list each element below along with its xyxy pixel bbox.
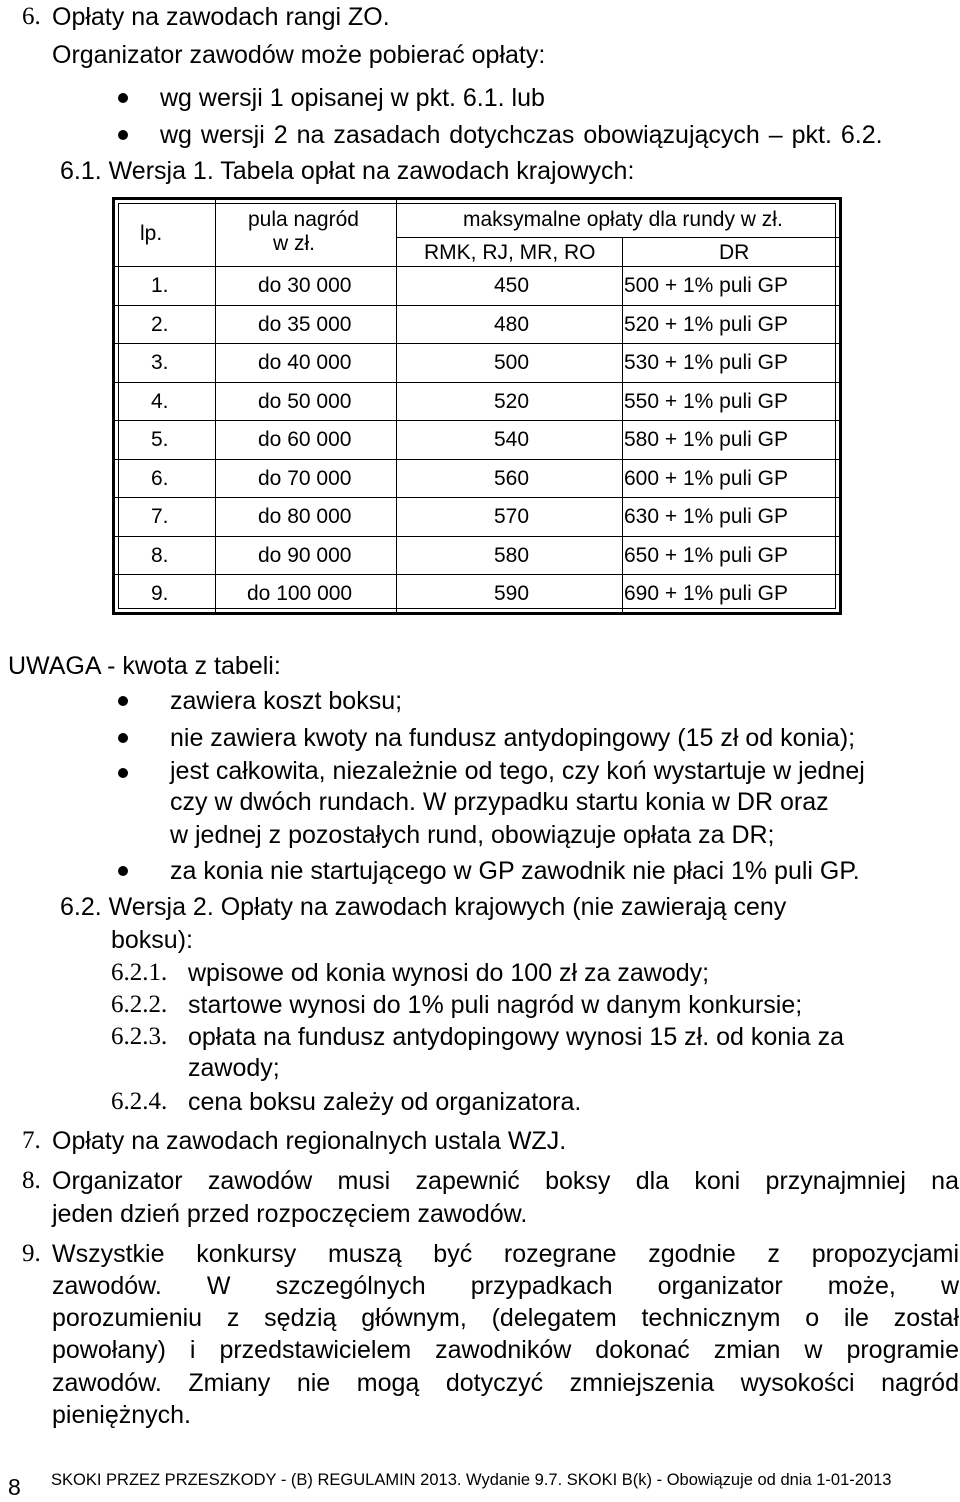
item-text: cena boksu zależy od organizatora.: [188, 1088, 582, 1116]
row-dr: 530 + 1% puli GP: [624, 351, 789, 374]
table-header-pula-line2: w zł.: [273, 232, 315, 255]
item-text-cont: zawody;: [188, 1054, 280, 1082]
bullet-icon: [118, 733, 128, 743]
row-pula: do 100 000: [247, 582, 353, 605]
bullet-icon: [118, 768, 128, 778]
item-number: 6.2.3.: [111, 1023, 168, 1050]
row-rmk: 560: [494, 467, 530, 490]
note-bullet-3: jest całkowita, niezależnie od tego, czy koń wystartuje w jednej: [170, 757, 865, 785]
row-lp: 6.: [151, 467, 169, 490]
row-pula: do 90 000: [258, 544, 352, 567]
table-header-rmk: RMK, RJ, MR, RO: [424, 241, 596, 264]
table-divider: [115, 536, 839, 537]
note-bullet-3-cont-2: w jednej z pozostałych rund, obowiązuje opłata za DR;: [170, 821, 775, 849]
row-pula: do 80 000: [258, 505, 352, 528]
row-dr: 630 + 1% puli GP: [624, 505, 789, 528]
row-lp: 4.: [151, 390, 169, 413]
version-2-heading-line-2: boksu):: [111, 926, 193, 954]
table-divider: [622, 238, 623, 612]
row-dr: 690 + 1% puli GP: [624, 582, 789, 605]
row-lp: 7.: [151, 505, 169, 528]
table-divider: [115, 420, 839, 421]
item-number: 6.2.1.: [111, 959, 168, 986]
version-2-heading-line-1: 6.2. Wersja 2. Opłaty na zawodach krajowych (nie zawierają ceny: [60, 893, 787, 921]
section-7-number: 7.: [22, 1127, 41, 1154]
table-header-max-fees: maksymalne opłaty dla rundy w zł.: [463, 208, 783, 231]
section-6-title: Opłaty na zawodach rangi ZO.: [52, 3, 390, 31]
section-9-line-6: pieniężnych.: [52, 1401, 191, 1429]
row-rmk: 480: [494, 313, 530, 336]
table-divider: [115, 459, 839, 460]
row-rmk: 450: [494, 274, 530, 297]
row-lp: 1.: [151, 274, 169, 297]
table-divider: [115, 382, 839, 383]
note-bullet-1: zawiera koszt boksu;: [170, 687, 403, 715]
section-6-bullet-1: wg wersji 1 opisanej w pkt. 6.1. lub: [160, 84, 545, 112]
row-dr: 580 + 1% puli GP: [624, 428, 789, 451]
row-rmk: 520: [494, 390, 530, 413]
note-heading: UWAGA - kwota z tabeli:: [8, 652, 281, 680]
table-divider: [115, 497, 839, 498]
item-text: opłata na fundusz antydopingowy wynosi 15 zł. od konia za: [188, 1023, 844, 1051]
row-rmk: 540: [494, 428, 530, 451]
row-pula: do 30 000: [258, 274, 352, 297]
section-8-line-1: Organizator zawodów musi zapewnić boksy dla koni przynajmniej na: [52, 1167, 959, 1195]
section-9-number: 9.: [22, 1240, 41, 1267]
table-divider: [396, 200, 397, 612]
row-dr: 550 + 1% puli GP: [624, 390, 789, 413]
table-header-dr: DR: [719, 241, 750, 264]
section-7-text: Opłaty na zawodach regionalnych ustala WZJ.: [52, 1127, 567, 1155]
section-8-number: 8.: [22, 1167, 41, 1194]
page-number: 8: [8, 1474, 21, 1500]
bullet-icon: [118, 130, 128, 140]
table-divider: [115, 574, 839, 575]
bullet-icon: [118, 93, 128, 103]
item-text: wpisowe od konia wynosi do 100 zł za zawody;: [188, 959, 710, 987]
row-lp: 9.: [151, 582, 169, 605]
row-lp: 8.: [151, 544, 169, 567]
section-6-bullet-2: wg wersji 2 na zasadach dotychczas obowiązujących – pkt. 6.2.: [160, 121, 883, 149]
table-header-lp: lp.: [140, 222, 163, 245]
row-dr: 600 + 1% puli GP: [624, 467, 789, 490]
row-lp: 3.: [151, 351, 169, 374]
table-divider: [396, 237, 839, 238]
item-text: startowe wynosi do 1% puli nagród w danym konkursie;: [188, 991, 803, 1019]
row-dr: 500 + 1% puli GP: [624, 274, 789, 297]
table-divider: [115, 305, 839, 306]
note-bullet-4: za konia nie startującego w GP zawodnik nie płaci 1% puli GP.: [170, 857, 860, 885]
row-pula: do 50 000: [258, 390, 352, 413]
section-9-line-2: zawodów. W szczególnych przypadkach organizator może, w: [52, 1272, 959, 1300]
bullet-icon: [118, 696, 128, 706]
version-1-heading: 6.1. Wersja 1. Tabela opłat na zawodach krajowych:: [60, 157, 635, 185]
section-9-line-3: porozumieniu z sędzią głównym, (delegatem technicznym o ile został: [52, 1304, 959, 1332]
table-divider: [215, 200, 216, 612]
row-rmk: 570: [494, 505, 530, 528]
item-number: 6.2.4.: [111, 1088, 168, 1115]
row-pula: do 70 000: [258, 467, 352, 490]
row-rmk: 500: [494, 351, 530, 374]
row-lp: 2.: [151, 313, 169, 336]
row-pula: do 35 000: [258, 313, 352, 336]
section-9-line-1: Wszystkie konkursy muszą być rozegrane zgodnie z propozycjami: [52, 1240, 959, 1268]
section-8-line-2: jeden dzień przed rozpoczęciem zawodów.: [52, 1200, 528, 1228]
footer-text: SKOKI PRZEZ PRZESZKODY - (B) REGULAMIN 2013. Wydanie 9.7. SKOKI B(k) - Obowiązuje od dnia 1-01-2013: [51, 1471, 892, 1489]
row-lp: 5.: [151, 428, 169, 451]
row-rmk: 580: [494, 544, 530, 567]
section-9-line-5: zawodów. Zmiany nie mogą dotyczyć zmniejszenia wysokości nagród: [52, 1369, 959, 1397]
section-9-line-4: powołany) i przedstawicielem zawodników dokonać zmian w programie: [52, 1336, 959, 1364]
section-6-number: 6.: [22, 3, 41, 30]
note-bullet-2: nie zawiera kwoty na fundusz antydopingowy (15 zł od konia);: [170, 724, 856, 752]
row-rmk: 590: [494, 582, 530, 605]
row-dr: 520 + 1% puli GP: [624, 313, 789, 336]
row-pula: do 60 000: [258, 428, 352, 451]
section-6-intro: Organizator zawodów może pobierać opłaty:: [52, 41, 546, 69]
table-header-pula-line1: pula nagród: [248, 208, 359, 231]
note-bullet-3-cont-1: czy w dwóch rundach. W przypadku startu konia w DR oraz: [170, 788, 829, 816]
bullet-icon: [118, 866, 128, 876]
table-divider: [115, 266, 839, 267]
table-divider: [115, 343, 839, 344]
item-number: 6.2.2.: [111, 991, 168, 1018]
row-dr: 650 + 1% puli GP: [624, 544, 789, 567]
row-pula: do 40 000: [258, 351, 352, 374]
